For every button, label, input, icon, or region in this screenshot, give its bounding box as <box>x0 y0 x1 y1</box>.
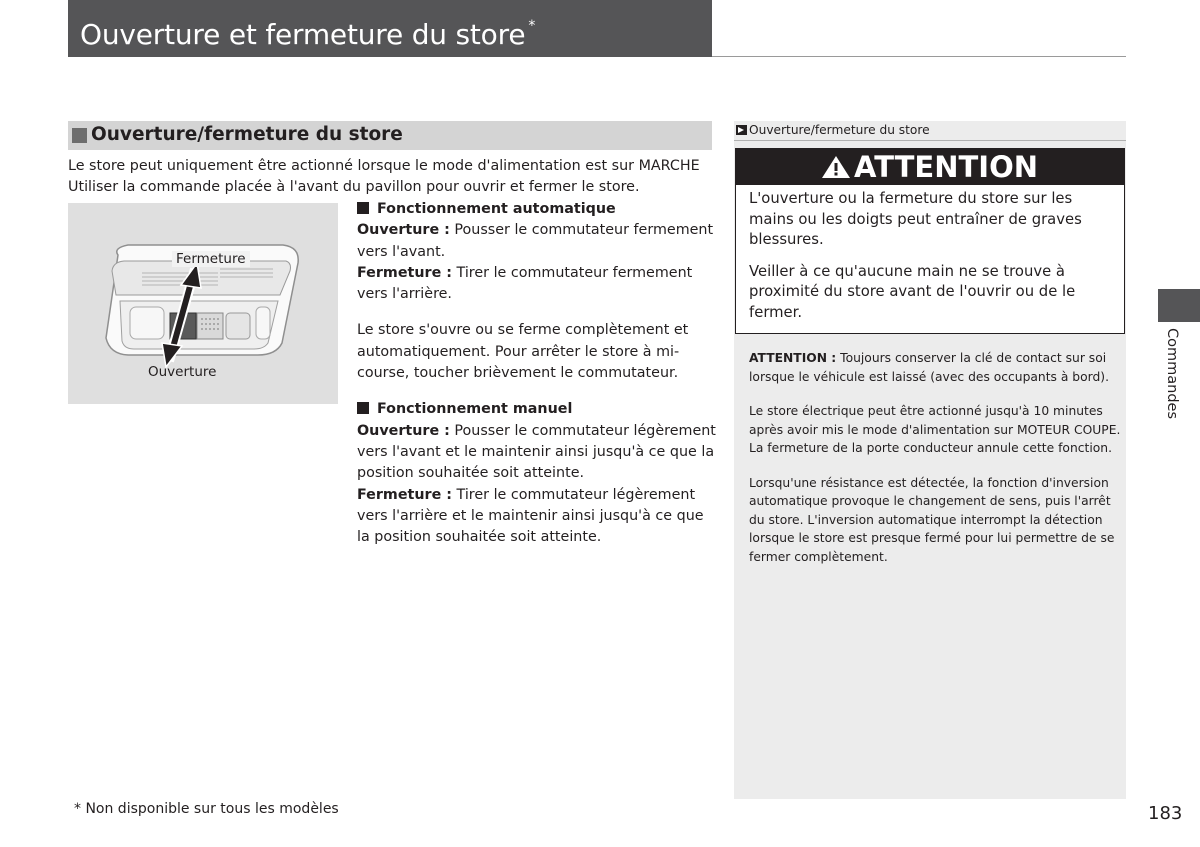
section-square-icon <box>72 128 87 143</box>
figure-label-open: Ouverture <box>148 364 217 380</box>
intro-text <box>68 156 718 198</box>
section-title: Ouverture/fermeture du store <box>91 124 403 145</box>
intro-line-1: Le store peut uniquement être actionné lorsque le mode d'alimentation est sur MARCHE <box>68 158 700 174</box>
sidebar-panel <box>734 121 1126 799</box>
title-rule <box>712 56 1126 57</box>
manual-open-instruction: Ouverture : Pousser le commutateur légèrement vers l'avant et le maintenir ainsi jusqu'à ce que la position souhaitée soit atteinte. <box>357 422 716 482</box>
manual-close-instruction: Fermeture : Tirer le commutateur légèrement vers l'arrière et le maintenir ainsi jusqu'à ce que la position souhaitée soit atteinte. <box>357 486 704 546</box>
chapter-tab <box>1158 289 1200 322</box>
auto-close-instruction: Fermeture : Tirer le commutateur fermement vers l'arrière. <box>357 264 693 303</box>
auto-open-instruction: Ouverture : Pousser le commutateur fermement vers l'avant. <box>357 222 714 260</box>
note-power-mode: Le store électrique peut être actionné jusqu'à 10 minutes après avoir mis le mode d'alimentation sur MOTEUR COUPE. La fermeture de la porte conducteur annule cette fonction. <box>749 404 1121 455</box>
page-title-bar <box>68 0 712 57</box>
warning-paragraph-1: L'ouverture ou la fermeture du store sur les mains ou les doigts peut entraîner de graves blessures. <box>749 190 1082 248</box>
note-key-caution: ATTENTION : Toujours conserver la clé de contact sur soi lorsque le véhicule est laissé (avec des occupants à bord). <box>749 351 1109 384</box>
figure-label-close: Fermeture <box>172 251 250 267</box>
section-header <box>68 121 712 150</box>
chapter-tab-label: Commandes <box>1164 328 1180 420</box>
operation-instructions <box>357 199 717 548</box>
warning-header: ATTENTION <box>736 149 1124 185</box>
auto-note: Le store s'ouvre ou se ferme complètement et automatiquement. Pour arrêter le store à mi-course, toucher brièvement le commutateur. <box>357 322 689 382</box>
reference-arrow-icon <box>736 125 747 135</box>
warning-triangle-icon <box>822 150 850 172</box>
sidebar-reference: Ouverture/fermeture du store <box>734 121 1126 141</box>
heading-square-icon <box>357 402 369 414</box>
manual-heading: Fonctionnement manuel <box>357 399 717 420</box>
intro-line-2: Utiliser la commande placée à l'avant du pavillon pour ouvrir et fermer le store. <box>68 179 640 195</box>
warning-paragraph-2: Veiller à ce qu'aucune main ne se trouve à proximité du store avant de l'ouvrir ou de le fermer. <box>749 262 1076 321</box>
sidebar-notes <box>749 349 1121 582</box>
heading-square-icon <box>357 202 369 214</box>
title-footnote-mark: * <box>528 17 536 34</box>
sunshade-switch-figure <box>68 203 338 404</box>
auto-heading: Fonctionnement automatique <box>357 199 717 220</box>
warning-body <box>736 185 1124 323</box>
note-auto-reverse: Lorsqu'une résistance est détectée, la fonction d'inversion automatique provoque le changement de sens, puis l'arrêt du store. L'inversion automatique interrompt la détection lorsque le store est presque fermé pour lui permettre de se fermer complètement. <box>749 475 1115 564</box>
warning-box <box>735 148 1125 334</box>
page-title: Ouverture et fermeture du store * <box>80 17 536 51</box>
page-number: 183 <box>1148 803 1183 824</box>
footnote: * Non disponible sur tous les modèles <box>74 801 339 817</box>
